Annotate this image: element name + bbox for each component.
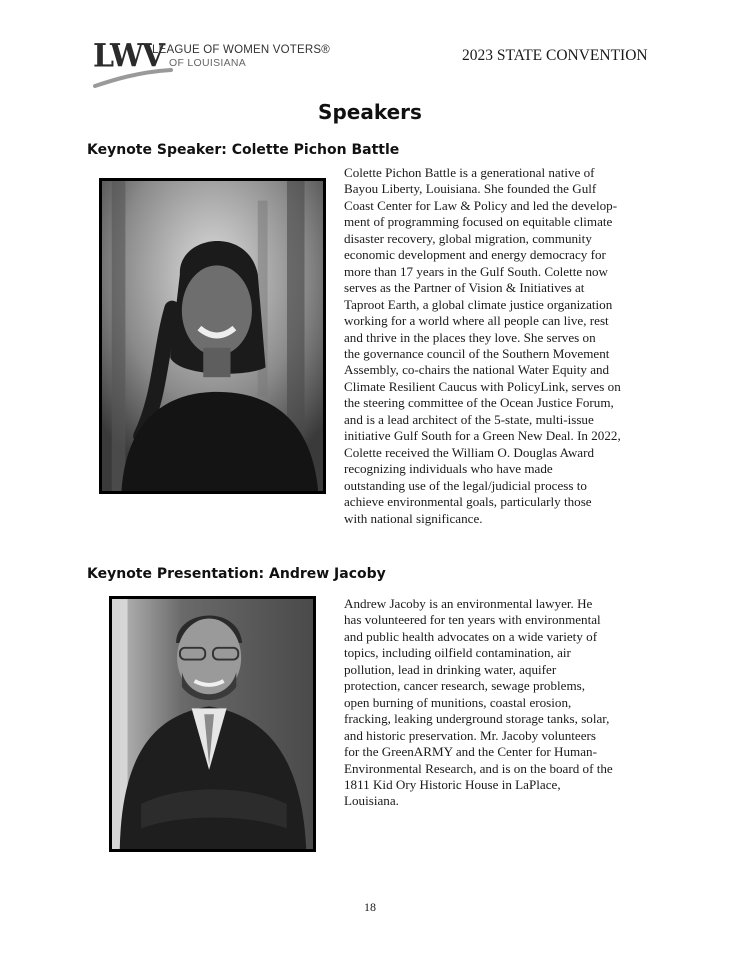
- logo-swoosh-icon: [93, 66, 173, 88]
- bio-line: Assembly, co-chairs the national Water Equity and: [344, 362, 610, 378]
- bio-line: fracking, leaking underground storage tanks, solar,: [344, 711, 610, 727]
- bio-line: Colette Pichon Battle is a generational native of: [344, 165, 595, 180]
- bio-line: recognizing individuals who have made: [344, 461, 553, 477]
- bio-line: initiative Gulf South for a Green New Deal. In 2022,: [344, 428, 621, 444]
- bio-line: achieve environmental goals, particularly those: [344, 494, 592, 510]
- speaker-heading-battle: Keynote Speaker: Colette Pichon Battle: [87, 142, 400, 158]
- bio-line: Bayou Liberty, Louisiana. She founded the Gulf: [344, 181, 597, 197]
- bio-line: pollution, lead in drinking water, aquifer: [344, 661, 557, 677]
- speaker-bio-jacoby: [344, 596, 660, 810]
- convention-label: 2023 STATE CONVENTION: [462, 47, 648, 64]
- bio-line: Louisiana.: [344, 793, 399, 809]
- speaker-heading-jacoby: Keynote Presentation: Andrew Jacoby: [87, 566, 386, 582]
- logo-mark: LWV: [93, 38, 164, 75]
- bio-line: Coast Center for Law & Policy and led the develop-: [344, 197, 618, 213]
- bio-line: and is a lead architect of the 5-state, multi-issue: [344, 411, 594, 427]
- speaker-bio-battle: [344, 165, 660, 527]
- bio-line: for the GreenARMY and the Center for Human-: [344, 744, 597, 760]
- bio-line: Colette received the William O. Douglas Award: [344, 444, 595, 460]
- bio-line: Andrew Jacoby is an environmental lawyer. He: [344, 596, 593, 611]
- bio-line: disaster recovery, global migration, community: [344, 230, 592, 246]
- bio-line: open burning of munitions, coastal erosion,: [344, 694, 572, 710]
- portrait-man-icon: [112, 599, 313, 849]
- bio-line: serves as the Partner of Vision & Initiatives at: [344, 280, 585, 296]
- logo-text-league: LEAGUE OF WOMEN VOTERS®: [152, 44, 330, 56]
- bio-line: with national significance.: [344, 510, 483, 526]
- bio-line: and historic preservation. Mr. Jacoby volunteers: [344, 727, 596, 743]
- bio-line: and thrive in the places they love. She serves on: [344, 329, 596, 345]
- page-title: Speakers: [318, 100, 422, 124]
- bio-line: protection, cancer research, sewage problems,: [344, 678, 586, 694]
- bio-line: more than 17 years in the Gulf South. Colette now: [344, 263, 609, 279]
- bio-line: topics, including oilfield contamination, air: [344, 645, 571, 661]
- bio-line: Taproot Earth, a global climate justice organization: [344, 296, 613, 312]
- bio-line: Environmental Research, and is on the board of the: [344, 760, 613, 776]
- bio-line: ment of programming focused on equitable climate: [344, 214, 613, 230]
- speaker-photo-battle: [99, 178, 326, 494]
- bio-line: Climate Resilient Caucus with PolicyLink, serves on: [344, 378, 621, 394]
- bio-line: outstanding use of the legal/judicial process to: [344, 477, 587, 493]
- bio-line: economic development and energy democracy for: [344, 247, 606, 263]
- page-number: 18: [364, 900, 376, 914]
- bio-line: 1811 Kid Ory Historic House in LaPlace,: [344, 776, 561, 792]
- portrait-woman-icon: [102, 181, 323, 491]
- bio-line: the steering committee of the Ocean Justice Forum,: [344, 395, 614, 411]
- bio-line: and public health advocates on a wide variety of: [344, 628, 598, 644]
- lwv-logo: [93, 38, 330, 90]
- bio-line: working for a world where all people can live, rest: [344, 313, 609, 329]
- bio-line: the governance council of the Southern Movement: [344, 345, 610, 361]
- speaker-photo-jacoby: [109, 596, 316, 852]
- logo-text-louisiana: OF LOUISIANA: [169, 57, 247, 69]
- bio-line: has volunteered for ten years with environmental: [344, 612, 601, 628]
